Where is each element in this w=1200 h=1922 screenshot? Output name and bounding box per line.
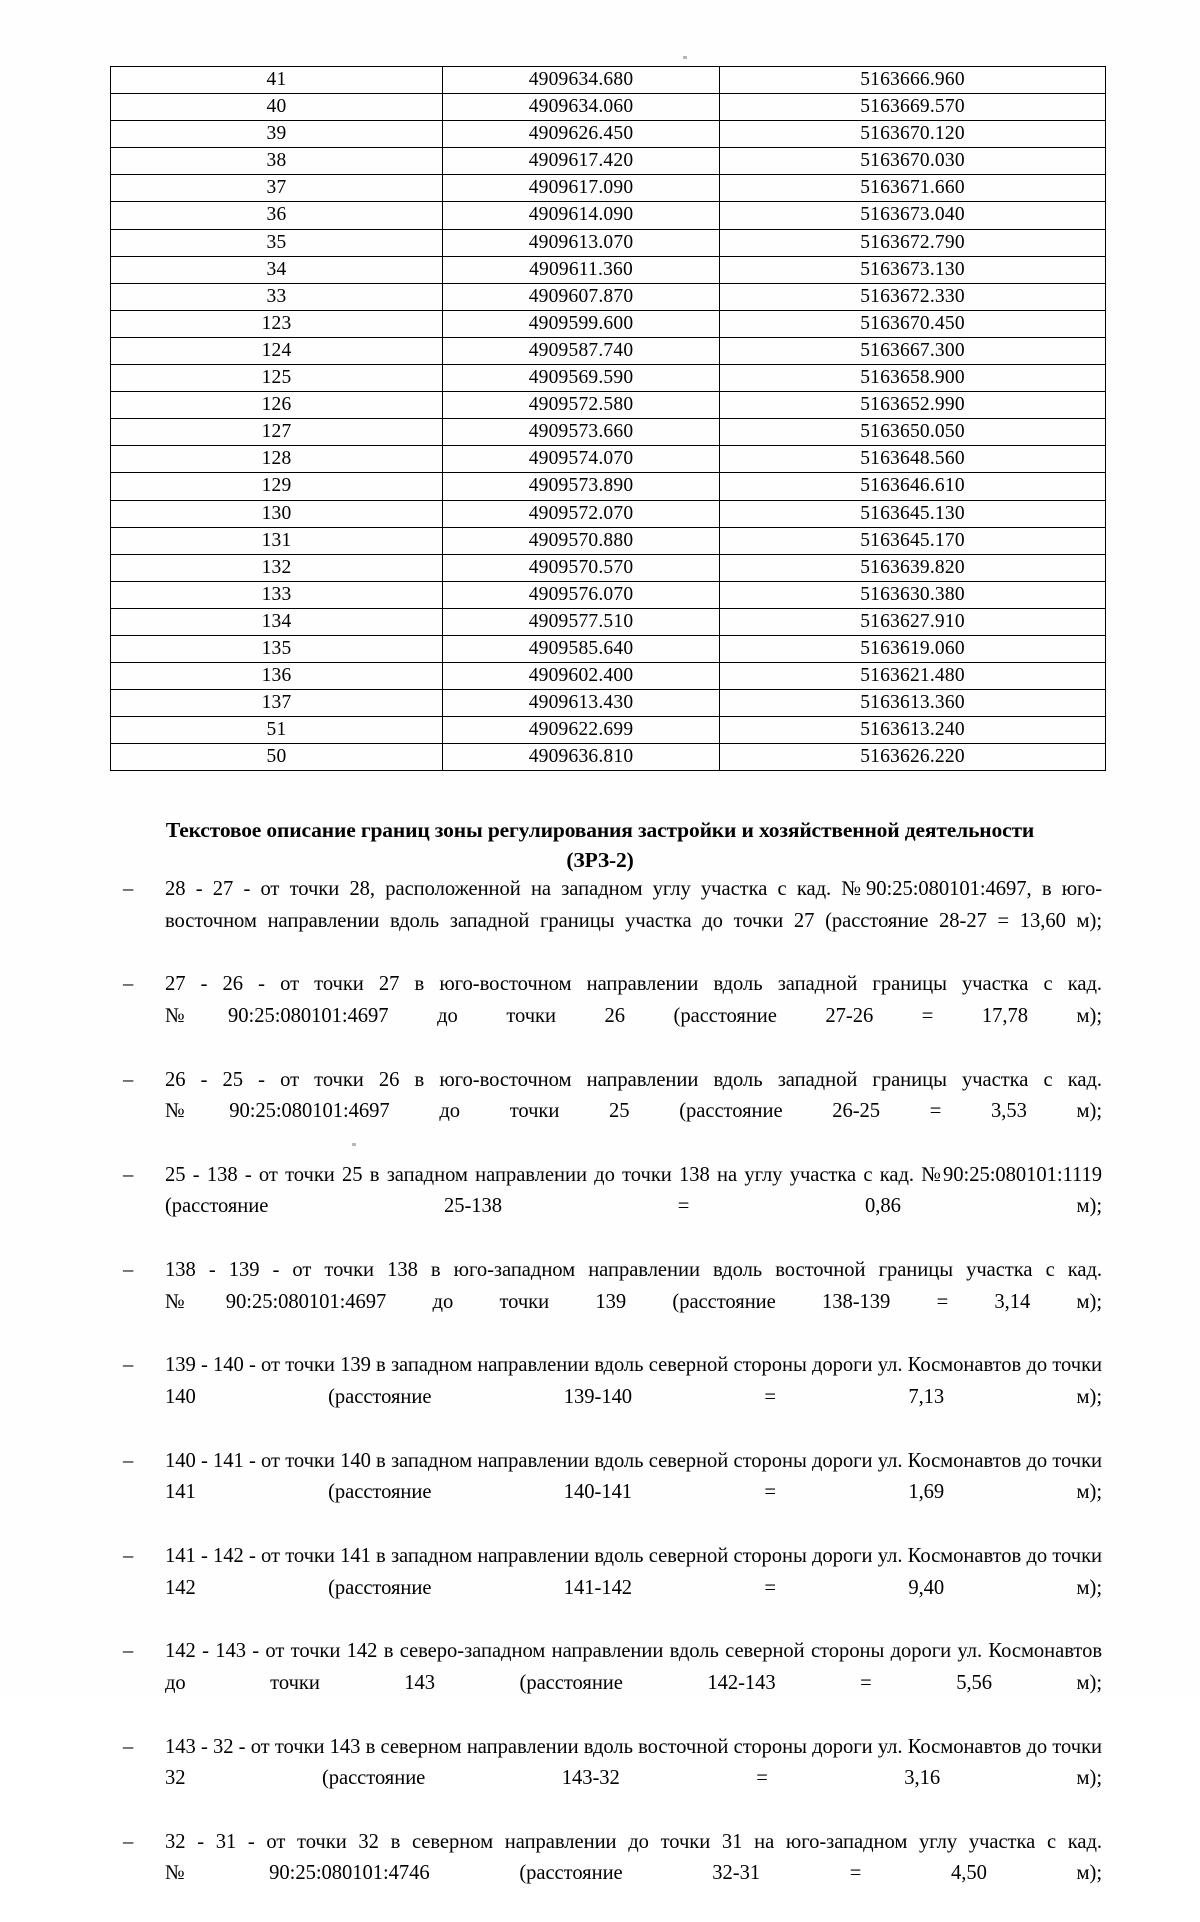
cell-coordinate-x: 4909573.890 — [443, 473, 720, 500]
cell-coordinate-y: 5163658.900 — [720, 365, 1106, 392]
cell-coordinate-y: 5163673.130 — [720, 256, 1106, 283]
cell-point-number: 133 — [111, 581, 443, 608]
list-item-text: 141 - 142 - от точки 141 в западном направлении вдоль северной стороны дороги ул. Космонавтов до точки 142 (расстояние 141-142 = 9,40 м); — [165, 1544, 1102, 1599]
cell-coordinate-x: 4909577.510 — [443, 608, 720, 635]
cell-coordinate-y: 5163619.060 — [720, 635, 1106, 662]
cell-point-number: 34 — [111, 256, 443, 283]
list-item-text: 138 - 139 - от точки 138 в юго-западном направлении вдоль восточной границы участка с кад. №90:25:080101:4697 до точки 139 (расстояние 138-139 = 3,14 м); — [165, 1259, 1102, 1313]
bullet-dash-marker: – — [123, 1544, 134, 1567]
cell-coordinate-x: 4909613.430 — [443, 690, 720, 717]
table-row — [111, 744, 1106, 771]
cell-point-number: 123 — [111, 310, 443, 337]
cell-coordinate-x: 4909574.070 — [443, 446, 720, 473]
cell-point-number: 33 — [111, 283, 443, 310]
table-row — [111, 202, 1106, 229]
list-item-text: 26 - 25 - от точки 26 в юго-восточном направлении вдоль западной границы участка с кад. №90:25:080101:4697 до точки 25 (расстояние 26-25 = 3,53 м); — [165, 1068, 1102, 1123]
cell-point-number: 136 — [111, 663, 443, 690]
list-item-text: 28 - 27 - от точки 28, расположенной на западном углу участка с кад. №90:25:080101:4697, в юго-восточном направлении вдоль западной границы участка до точки 27 (расстояние 28-27 = 13,60 м); — [165, 878, 1102, 932]
bullet-dash-marker: – — [123, 973, 134, 996]
cell-coordinate-x: 4909570.570 — [443, 554, 720, 581]
cell-coordinate-y: 5163645.170 — [720, 527, 1106, 554]
table-row — [111, 148, 1106, 175]
table-row — [111, 473, 1106, 500]
cell-point-number: 129 — [111, 473, 443, 500]
cell-coordinate-y: 5163639.820 — [720, 554, 1106, 581]
cell-coordinate-x: 4909602.400 — [443, 663, 720, 690]
table-row — [111, 310, 1106, 337]
table-row — [111, 67, 1106, 94]
cell-coordinate-y: 5163650.050 — [720, 419, 1106, 446]
cell-coordinate-y: 5163652.990 — [720, 392, 1106, 419]
list-item — [112, 969, 1102, 1064]
table-row — [111, 256, 1106, 283]
cell-coordinate-x: 4909634.680 — [443, 67, 720, 94]
bullet-dash-marker: – — [123, 878, 134, 900]
coordinate-table-body — [111, 67, 1106, 771]
list-item — [112, 1541, 1102, 1636]
cell-coordinate-x: 4909614.090 — [443, 202, 720, 229]
table-row — [111, 283, 1106, 310]
table-row — [111, 608, 1106, 635]
cell-coordinate-y: 5163670.450 — [720, 310, 1106, 337]
cell-coordinate-x: 4909573.660 — [443, 419, 720, 446]
cell-coordinate-y: 5163672.330 — [720, 283, 1106, 310]
cell-coordinate-x: 4909569.590 — [443, 365, 720, 392]
cell-point-number: 38 — [111, 148, 443, 175]
cell-point-number: 127 — [111, 419, 443, 446]
list-item-text: 25 - 138 - от точки 25 в западном направлении до точки 138 на углу участка с кад. №90:25:080101:1119 (расстояние 25-138 = 0,86 м); — [165, 1163, 1102, 1218]
cell-coordinate-y: 5163646.610 — [720, 473, 1106, 500]
table-row — [111, 663, 1106, 690]
cell-point-number: 131 — [111, 527, 443, 554]
table-row — [111, 392, 1106, 419]
cell-point-number: 39 — [111, 121, 443, 148]
list-item — [112, 1636, 1102, 1731]
cell-coordinate-x: 4909634.060 — [443, 94, 720, 121]
table-row — [111, 229, 1106, 256]
list-item — [112, 1446, 1102, 1541]
table-row — [111, 527, 1106, 554]
cell-coordinate-x: 4909626.450 — [443, 121, 720, 148]
cell-coordinate-y: 5163648.560 — [720, 446, 1106, 473]
list-item — [112, 1732, 1102, 1827]
cell-coordinate-y: 5163626.220 — [720, 744, 1106, 771]
bullet-dash-marker: – — [123, 1449, 134, 1472]
cell-coordinate-y: 5163672.790 — [720, 229, 1106, 256]
cell-point-number: 40 — [111, 94, 443, 121]
table-row — [111, 446, 1106, 473]
cell-coordinate-x: 4909611.360 — [443, 256, 720, 283]
bullet-dash-marker: – — [123, 1163, 134, 1186]
table-row — [111, 94, 1106, 121]
cell-point-number: 137 — [111, 690, 443, 717]
cell-point-number: 41 — [111, 67, 443, 94]
cell-coordinate-y: 5163667.300 — [720, 337, 1106, 364]
table-row — [111, 365, 1106, 392]
cell-point-number: 50 — [111, 744, 443, 771]
table-row — [111, 175, 1106, 202]
table-row — [111, 581, 1106, 608]
table-row — [111, 500, 1106, 527]
cell-point-number: 124 — [111, 337, 443, 364]
cell-coordinate-y: 5163670.030 — [720, 148, 1106, 175]
cell-coordinate-y: 5163621.480 — [720, 663, 1106, 690]
cell-coordinate-y: 5163630.380 — [720, 581, 1106, 608]
list-item — [112, 1827, 1102, 1922]
table-row — [111, 121, 1106, 148]
cell-point-number: 134 — [111, 608, 443, 635]
cell-coordinate-y: 5163645.130 — [720, 500, 1106, 527]
list-item-text: 140 - 141 - от точки 140 в западном направлении вдоль северной стороны дороги ул. Космонавтов до точки 141 (расстояние 140-141 = 1,69 м); — [165, 1449, 1102, 1504]
table-row — [111, 337, 1106, 364]
cell-point-number: 130 — [111, 500, 443, 527]
cell-coordinate-x: 4909622.699 — [443, 717, 720, 744]
cell-coordinate-x: 4909617.090 — [443, 175, 720, 202]
cell-point-number: 36 — [111, 202, 443, 229]
list-item-text: 32 - 31 - от точки 32 в северном направлении до точки 31 на юго-западном углу участка с кад. №90:25:080101:4746 (расстояние 32-31 = 4,50 м); — [165, 1830, 1102, 1885]
list-item-text: 139 - 140 - от точки 139 в западном направлении вдоль северной стороны дороги ул. Космонавтов до точки 140 (расстояние 139-140 = 7,13 м); — [165, 1354, 1102, 1408]
cell-coordinate-x: 4909613.070 — [443, 229, 720, 256]
bullet-dash-marker: – — [123, 1830, 134, 1853]
cell-point-number: 135 — [111, 635, 443, 662]
cell-point-number: 51 — [111, 717, 443, 744]
cell-coordinate-y: 5163673.040 — [720, 202, 1106, 229]
cell-coordinate-x: 4909572.580 — [443, 392, 720, 419]
list-item-text: 27 - 26 - от точки 27 в юго-восточном направлении вдоль западной границы участка с кад. №90:25:080101:4697 до точки 26 (расстояние 27-26 = 17,78 м); — [165, 973, 1102, 1027]
table-row — [111, 717, 1106, 744]
boundary-description-list — [112, 874, 1102, 1922]
cell-coordinate-x: 4909599.600 — [443, 310, 720, 337]
list-item — [112, 1350, 1102, 1445]
cell-coordinate-y: 5163627.910 — [720, 608, 1106, 635]
table-row — [111, 635, 1106, 662]
cell-coordinate-x: 4909607.870 — [443, 283, 720, 310]
scan-artifact — [683, 56, 687, 59]
cell-point-number: 125 — [111, 365, 443, 392]
list-item — [112, 1255, 1102, 1350]
cell-coordinate-y: 5163666.960 — [720, 67, 1106, 94]
cell-coordinate-x: 4909587.740 — [443, 337, 720, 364]
cell-coordinate-y: 5163613.360 — [720, 690, 1106, 717]
coordinate-table-container — [110, 66, 1102, 771]
bullet-dash-marker: – — [123, 1068, 134, 1091]
list-item-text: 142 - 143 - от точки 142 в северо-западном направлении вдоль северной стороны дороги ул. Космонавтов до точки 143 (расстояние 142-143 = 5,56 м); — [165, 1640, 1102, 1694]
cell-coordinate-x: 4909576.070 — [443, 581, 720, 608]
list-item — [112, 1160, 1102, 1255]
bullet-dash-marker: – — [123, 1735, 134, 1758]
cell-coordinate-x: 4909572.070 — [443, 500, 720, 527]
section-heading: Текстовое описание границ зоны регулирования застройки и хозяйственной деятельности (ЗРЗ-2) — [165, 818, 1035, 872]
list-item — [112, 874, 1102, 969]
bullet-dash-marker: – — [123, 1259, 134, 1282]
cell-coordinate-x: 4909617.420 — [443, 148, 720, 175]
cell-coordinate-x: 4909570.880 — [443, 527, 720, 554]
bullet-dash-marker: – — [123, 1640, 134, 1663]
cell-coordinate-x: 4909636.810 — [443, 744, 720, 771]
cell-coordinate-y: 5163670.120 — [720, 121, 1106, 148]
list-item — [112, 1065, 1102, 1160]
cell-point-number: 128 — [111, 446, 443, 473]
list-item-text: 143 - 32 - от точки 143 в северном направлении вдоль восточной стороны дороги ул. Космонавтов до точки 32 (расстояние 143-32 = 3,16 м); — [165, 1735, 1102, 1790]
cell-coordinate-x: 4909585.640 — [443, 635, 720, 662]
table-row — [111, 554, 1106, 581]
table-row — [111, 419, 1106, 446]
cell-point-number: 37 — [111, 175, 443, 202]
table-row — [111, 690, 1106, 717]
cell-point-number: 126 — [111, 392, 443, 419]
bullet-dash-marker: – — [123, 1354, 134, 1377]
cell-point-number: 35 — [111, 229, 443, 256]
cell-point-number: 132 — [111, 554, 443, 581]
cell-coordinate-y: 5163613.240 — [720, 717, 1106, 744]
cell-coordinate-y: 5163671.660 — [720, 175, 1106, 202]
cell-coordinate-y: 5163669.570 — [720, 94, 1106, 121]
coordinate-table — [110, 66, 1106, 771]
